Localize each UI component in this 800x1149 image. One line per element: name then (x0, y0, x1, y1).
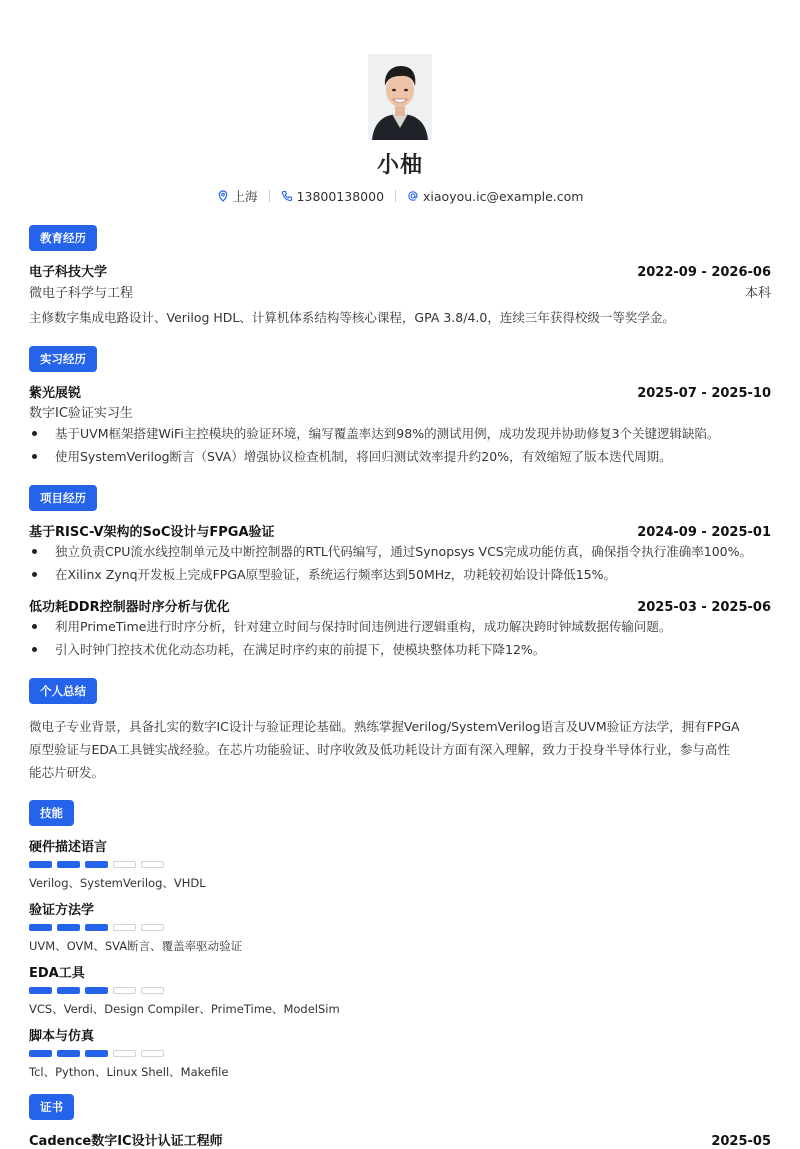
skill-level-segment-empty (141, 861, 164, 868)
skill-item (29, 1025, 771, 1080)
list-item: 在Xilinx Zynq开发板上完成FPGA原型验证，系统运行频率达到50MHz，功耗较初始设计降低15%。 (29, 563, 771, 586)
skill-level-segment-empty (113, 1050, 136, 1057)
section-tag-skills: 技能 (29, 800, 74, 826)
internship-role: 数字IC验证实习生 (29, 406, 133, 421)
section-tag-education: 教育经历 (29, 225, 97, 251)
company-name: 紫光展锐 (29, 386, 82, 401)
skill-name: EDA工具 (29, 966, 85, 981)
skill-name: 脚本与仿真 (29, 1029, 95, 1044)
skill-level-segment-empty (141, 987, 164, 994)
skills-list (29, 836, 771, 1080)
skill-level-segment-filled (85, 1050, 108, 1057)
list-item: 使用SystemVerilog断言（SVA）增强协议检查机制，将回归测试效率提升约20%，有效缩短了版本迭代周期。 (29, 445, 771, 468)
skill-level-meter (29, 924, 771, 931)
education-row (29, 261, 771, 280)
school-name: 电子科技大学 (29, 265, 108, 280)
skill-level-segment-filled (29, 861, 52, 868)
section-tag-certificates: 证书 (29, 1094, 74, 1120)
candidate-name: 小柚 (376, 153, 423, 178)
summary-line: 微电子专业背景，具备扎实的数字IC设计与验证理论基础。熟练掌握Verilog/SystemVerilog语言及UVM验证方法学，拥有FPGA (29, 719, 740, 734)
major: 微电子科学与工程 (29, 286, 134, 301)
skill-level-segment-filled (57, 861, 80, 868)
skill-description: UVM、OVM、SVA断言、覆盖率驱动验证 (29, 939, 243, 953)
project-row (29, 596, 771, 615)
skill-level-meter (29, 861, 771, 868)
projects-section (29, 485, 771, 661)
skill-name: 硬件描述语言 (29, 840, 108, 855)
certificate-row (29, 1130, 771, 1149)
education-detail-row (29, 282, 771, 301)
internship-bullets (29, 422, 771, 468)
project-bullets (29, 540, 771, 586)
education-date: 2022-09 - 2026-06 (637, 265, 771, 280)
profile-photo (368, 54, 432, 140)
list-item: 独立负责CPU流水线控制单元及中断控制器的RTL代码编写，通过Synopsys VCS完成功能仿真，确保指令执行准确率100%。 (29, 540, 771, 563)
skill-level-segment-filled (57, 987, 80, 994)
skill-name: 验证方法学 (29, 903, 95, 918)
skill-level-segment-filled (29, 924, 52, 931)
project-title: 低功耗DDR控制器时序分析与优化 (29, 600, 230, 615)
skill-level-segment-filled (29, 1050, 52, 1057)
skill-description: Verilog、SystemVerilog、VHDL (29, 876, 206, 890)
skill-level-meter (29, 1050, 771, 1057)
certificates-section (29, 1094, 771, 1149)
skill-level-segment-filled (85, 861, 108, 868)
skills-section (29, 800, 771, 1080)
summary-section (29, 678, 771, 784)
summary-line: 能芯片研发。 (29, 765, 105, 780)
project-row (29, 521, 771, 540)
education-description: 主修数字集成电路设计、Verilog HDL、计算机体系结构等核心课程，GPA 3.8/4.0，连续三年获得校级一等奖学金。 (29, 310, 675, 325)
skill-level-segment-empty (141, 924, 164, 931)
internship-row (29, 382, 771, 401)
phone-text[interactable]: 13800138000 (296, 188, 385, 204)
section-tag-summary: 个人总结 (29, 678, 97, 704)
contact-location (206, 187, 269, 205)
skill-level-segment-empty (113, 924, 136, 931)
internship-section (29, 346, 771, 468)
email-text[interactable]: xiaoyou.ic@example.com (423, 188, 584, 204)
project-date: 2025-03 - 2025-06 (637, 600, 771, 615)
skill-item (29, 836, 771, 891)
location-icon (217, 190, 229, 202)
skill-level-segment-filled (85, 987, 108, 994)
certificate-title: Cadence数字IC设计认证工程师 (29, 1134, 223, 1149)
skill-level-segment-filled (85, 924, 108, 931)
internship-date: 2025-07 - 2025-10 (637, 386, 771, 401)
section-tag-internship: 实习经历 (29, 346, 97, 372)
list-item: 基于UVM框架搭建WiFi主控模块的验证环境，编写覆盖率达到98%的测试用例，成功发现并协助修复3个关键逻辑缺陷。 (29, 422, 771, 445)
list-item: 利用PrimeTime进行时序分析，针对建立时间与保持时间违例进行逻辑重构，成功解决跨时钟域数据传输问题。 (29, 615, 771, 638)
at-icon (407, 190, 419, 202)
skill-description: VCS、Verdi、Design Compiler、PrimeTime、ModelSim (29, 1002, 340, 1016)
skill-level-segment-empty (141, 1050, 164, 1057)
contact-email (396, 189, 594, 204)
section-tag-projects: 项目经历 (29, 485, 97, 511)
skill-level-segment-empty (113, 861, 136, 868)
location-text: 上海 (232, 189, 258, 204)
skill-level-segment-filled (57, 924, 80, 931)
degree: 本科 (744, 286, 771, 301)
skill-item (29, 962, 771, 1017)
skill-level-meter (29, 987, 771, 994)
summary-text (29, 715, 771, 784)
contact-phone (270, 189, 395, 204)
list-item: 引入时钟门控技术优化动态功耗，在满足时序约束的前提下，使模块整体功耗下降12%。 (29, 638, 771, 661)
skill-item (29, 899, 771, 954)
skill-level-segment-empty (113, 987, 136, 994)
education-section (29, 225, 771, 329)
project-bullets (29, 615, 771, 661)
summary-line: 原型验证与EDA工具链实战经验。在芯片功能验证、时序收敛及低功耗设计方面有深入理解，致力于投身半导体行业，参与高性 (29, 742, 730, 757)
skill-level-segment-filled (29, 987, 52, 994)
certificate-date: 2025-05 (711, 1134, 771, 1149)
project-date: 2024-09 - 2025-01 (637, 525, 771, 540)
person-portrait-icon (368, 54, 432, 140)
phone-icon (281, 190, 293, 202)
resume-header (29, 0, 771, 205)
project-title: 基于RISC-V架构的SoC设计与FPGA验证 (29, 525, 275, 540)
skill-description: Tcl、Python、Linux Shell、Makefile (29, 1065, 229, 1079)
contact-info (29, 187, 771, 205)
skill-level-segment-filled (57, 1050, 80, 1057)
